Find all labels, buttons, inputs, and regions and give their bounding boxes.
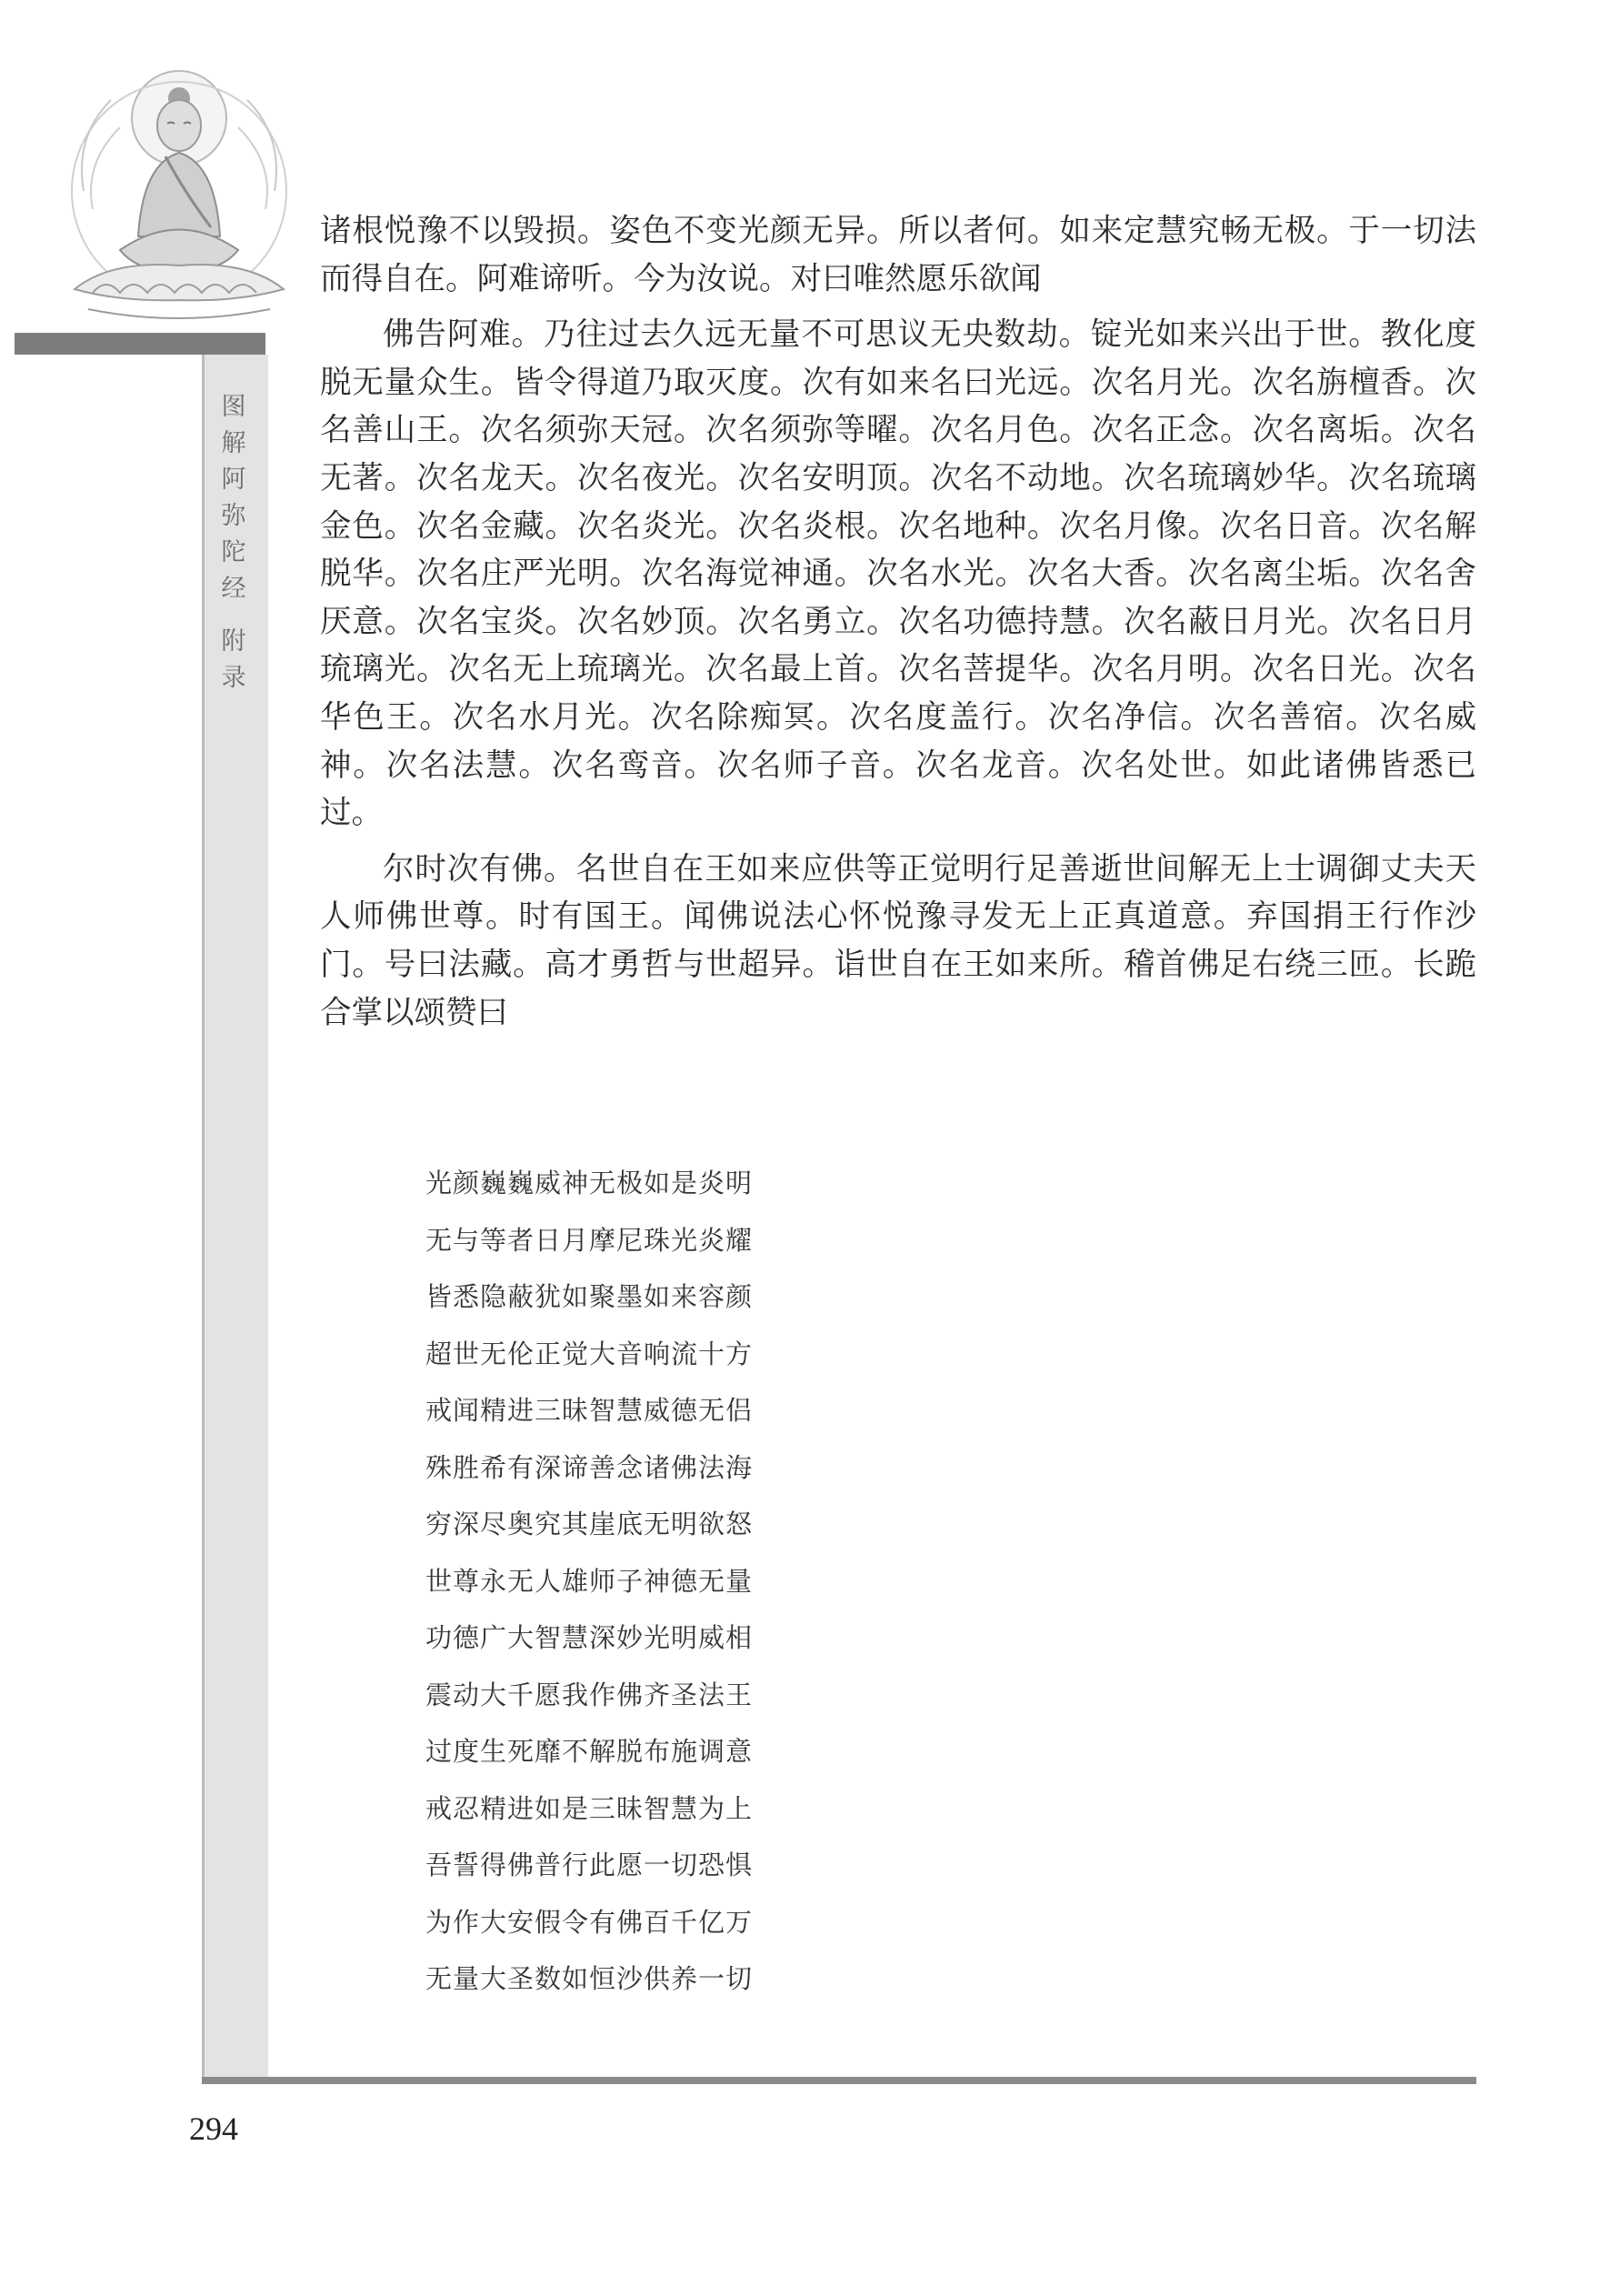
verse-line: 无量大圣数如恒沙供养一切 [425, 1963, 754, 1994]
verse-line: 皆悉隐蔽犹如聚墨如来容颜 [425, 1281, 754, 1312]
page-number: 294 [189, 2111, 238, 2147]
section-title-char: 阿 [221, 466, 246, 494]
verse-line: 功德广大智慧深妙光明威相 [425, 1622, 754, 1653]
paragraph: 佛告阿难。乃往过去久远无量不可思议无央数劫。锭光如来兴出于世。教化度脱无量众生。皆令得道乃取灭度。次有如来名曰光远。次名月光。次名旃檀香。次名善山王。次名须弥天冠。次名须弥等曜。次名月色。次名正念。次名离垢。次名无著。次名龙天。次名夜光。次名安明顶。次名不动地。次名琉璃妙华。次名琉璃金色。次名金藏。次名炎光。次名炎根。次名地种。次名月像。次名日音。次名解脱华。次名庄严光明。次名海觉神通。次名水光。次名大香。次名离尘垢。次名舍厌意。次名宝炎。次名妙顶。次名勇立。次名功德持慧。次名蔽日月光。次名日月琉璃光。次名无上琉璃光。次名最上首。次名菩提华。次名月明。次名日光。次名华色王。次名水月光。次名除痴冥。次名度盖行。次名净信。次名善宿。次名威神。次名法慧。次名鸾音。次名师子音。次名龙音。次名处世。如此诸佛皆悉已过。 [320, 316, 1476, 832]
verse-line: 世尊永无人雄师子神德无量 [425, 1565, 754, 1597]
verse-line: 戒闻精进三昧智慧威德无侣 [425, 1395, 754, 1426]
verse-line: 震动大千愿我作佛齐圣法王 [425, 1679, 754, 1710]
section-title-char: 经 [221, 575, 246, 603]
verse-line: 无与等者日月摩尼珠光炎耀 [425, 1224, 754, 1256]
section-title-char: 附 [221, 627, 246, 656]
section-title-char: 图 [221, 393, 246, 421]
section-title-char: 弥 [221, 502, 246, 530]
buddha-illustration-icon [56, 55, 302, 327]
verse-line: 过度生死靡不解脱布施调意 [425, 1736, 754, 1767]
verse-line: 穷深尽奥究其崖底无明欲怒 [425, 1509, 754, 1539]
verse-line: 为作大安假令有佛百千亿万 [425, 1906, 754, 1938]
section-title-char: 陀 [221, 538, 246, 566]
footer-rule [202, 2077, 1476, 2084]
verse-line: 戒忍精进如是三昧智慧为上 [425, 1792, 754, 1824]
section-title-char: 录 [221, 664, 246, 692]
header-rule [15, 333, 265, 355]
paragraph: 诸根悦豫不以毁损。姿色不变光颜无异。所以者何。如来定慧究畅无极。于一切法而得自在。阿难谛听。今为汝说。对曰唯然愿乐欲闻 [320, 213, 1476, 297]
verse-line: 吾誓得佛普行此愿一切恐惧 [425, 1850, 754, 1880]
paragraph: 尔时次有佛。名世自在王如来应供等正觉明行足善逝世间解无上士调御丈夫天人师佛世尊。时有国王。闻佛说法心怀悦豫寻发无上正真道意。弃国捐王行作沙门。号曰法藏。高才勇哲与世超异。诣世自在王如来所。稽首佛足右绕三匝。长跪合掌以颂赞曰 [320, 850, 1476, 1031]
section-title-vertical [202, 389, 265, 697]
verse-block [425, 1155, 825, 2008]
body-text [320, 207, 1476, 1037]
verse-line: 光颜巍巍威神无极如是炎明 [425, 1168, 754, 1198]
section-title-char: 解 [221, 429, 246, 457]
verse-line: 殊胜希有深谛善念诸佛法海 [425, 1451, 754, 1483]
verse-line: 超世无伦正觉大音响流十方 [425, 1338, 754, 1369]
